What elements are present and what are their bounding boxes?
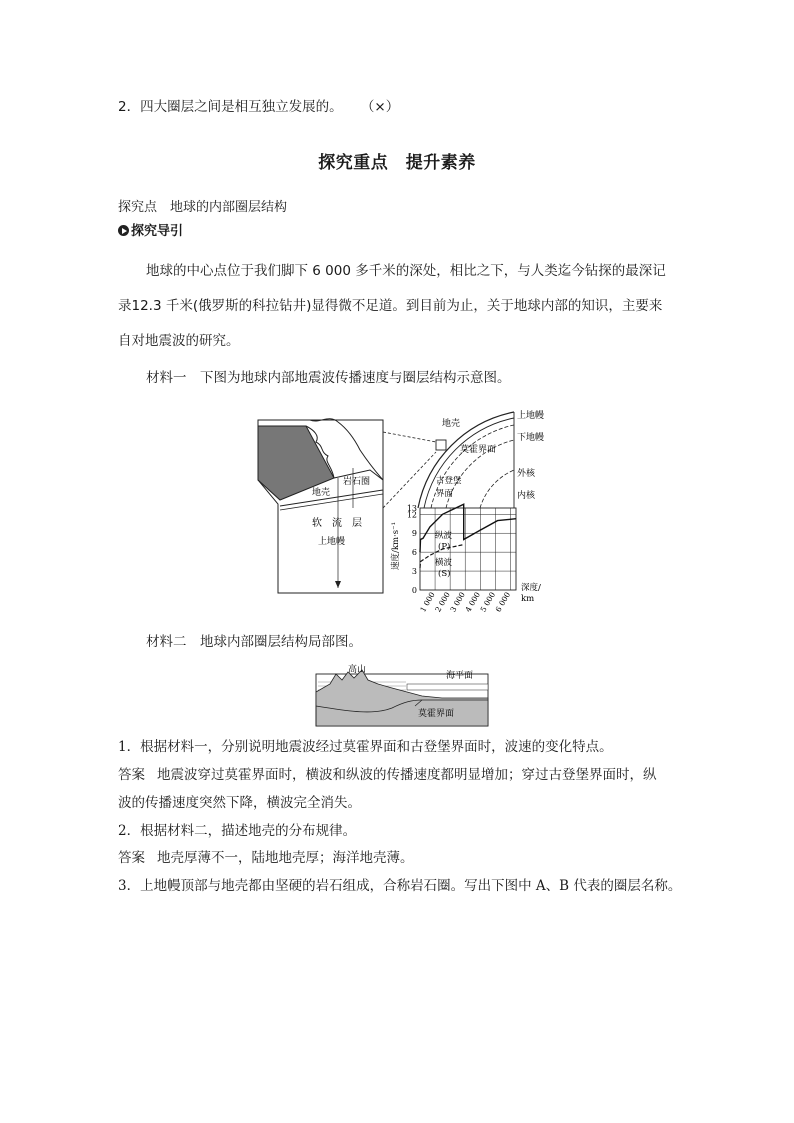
answer-label: 答案 [118,767,145,783]
quarter-crust-label: 地壳 [442,419,461,429]
y-tick-label: 3 [411,567,417,577]
mountain-label: 高山 [348,665,367,675]
block-crust-label: 地壳 [312,488,331,498]
sea-level-label: 海平面 [446,671,474,681]
p-wave-label-part1: 纵波 [435,531,453,541]
x-tick-label: 1 000 [418,590,437,614]
intro-line-3: 自对地震波的研究。 [118,333,240,349]
moho-profile-label: 莫霍界面 [418,709,455,719]
question-2: 2．根据材料二，描述地壳的分布规律。 [118,823,357,839]
p-wave-label-part2: (P) [438,542,451,552]
material2-caption: 材料二 地球内部圈层结构局部图。 [146,634,362,650]
answer-1-text: 地震波穿过莫霍界面时，横波和纵波的传播速度都明显增加；穿过古登堡界面时，纵 [157,767,657,783]
question-1: 1．根据材料一，分别说明地震波经过莫霍界面和古登堡界面时，波速的变化特点。 [118,739,613,755]
y-axis-label: 速度/km·s⁻¹ [391,521,401,571]
answer-2-text: 地壳厚薄不一，陆地地壳厚；海洋地壳薄。 [157,850,414,866]
earth-quarter-section [418,409,544,508]
x-axis-label-part2: km [521,594,535,604]
p-wave-line [420,504,516,552]
play-circle-icon [118,225,129,236]
x-tick-label: 2 000 [433,590,452,614]
x-tick-label: 4 000 [463,590,483,614]
x-axis-label-part1: 深度/ [521,583,541,593]
gutenberg-label-part2: 界面 [436,489,454,499]
s-wave-label-part2: (S) [438,569,451,579]
inner-core-label: 内核 [517,491,536,501]
x-tick-label: 6 000 [493,590,513,614]
legend-series-s-label: 横波 [435,558,453,568]
intro-line-1: 地球的中心点位于我们脚下 6 000 多千米的深处，相比之下，与人类迄今钻探的最深记 [146,263,666,279]
seismic-structure-figure [250,398,560,620]
x-tick-label: 5 000 [478,590,498,614]
lithosphere-label: 岩石圈 [343,477,371,487]
material1-caption: 材料一 下图为地球内部地震波传播速度与圈层结构示意图。 [146,370,511,386]
answer-2 [118,848,414,868]
crust-block-diagram [258,419,383,593]
crust-profile-figure [312,662,492,728]
velocity-chart [390,504,541,614]
lower-mantle-label: 下地幔 [517,433,545,443]
zoom-box [436,440,446,450]
moho-label: 莫霍界面 [460,445,497,455]
y-tick-label: 0 [411,586,417,595]
question-3: 3．上地幔顶部与地壳都由坚硬的岩石组成，合称岩石圈。写出下图中 A、B 代表的圈层名称。 [118,878,682,894]
true-false-item [118,97,399,117]
subsection-title: 探究点 地球的内部圈层结构 [118,200,288,215]
answer-1-line-1 [118,765,657,785]
asthenosphere-label: 软 流 层 [312,518,362,529]
outer-core-label: 外核 [517,469,536,479]
answer-1-line-2: 波的传播速度突然下降，横波完全消失。 [118,795,361,811]
y-tick-label: 12 [406,510,417,520]
answer-label: 答案 [118,850,145,866]
y-tick-label: 13 [406,504,417,513]
guide-heading [118,222,183,242]
upper-mantle-label: 上地幔 [517,411,545,421]
section-title: 探究重点 提升素养 [318,153,476,173]
gutenberg-label-part1: 古登堡 [436,476,462,486]
y-tick-label: 6 [411,548,417,558]
item-text: 2．四大圈层之间是相互独立发展的。 [118,99,343,115]
intro-line-2: 录12.3 千米(俄罗斯的科拉钻井)显得微不足道。到目前为止，关于地球内部的知识，主要来 [118,298,663,314]
block-upper-mantle-label: 上地幔 [318,537,346,547]
x-tick-label: 3 000 [448,590,467,614]
answer-mark: （×） [360,99,400,115]
y-tick-label: 9 [411,529,417,539]
guide-label: 探究导引 [131,224,184,239]
